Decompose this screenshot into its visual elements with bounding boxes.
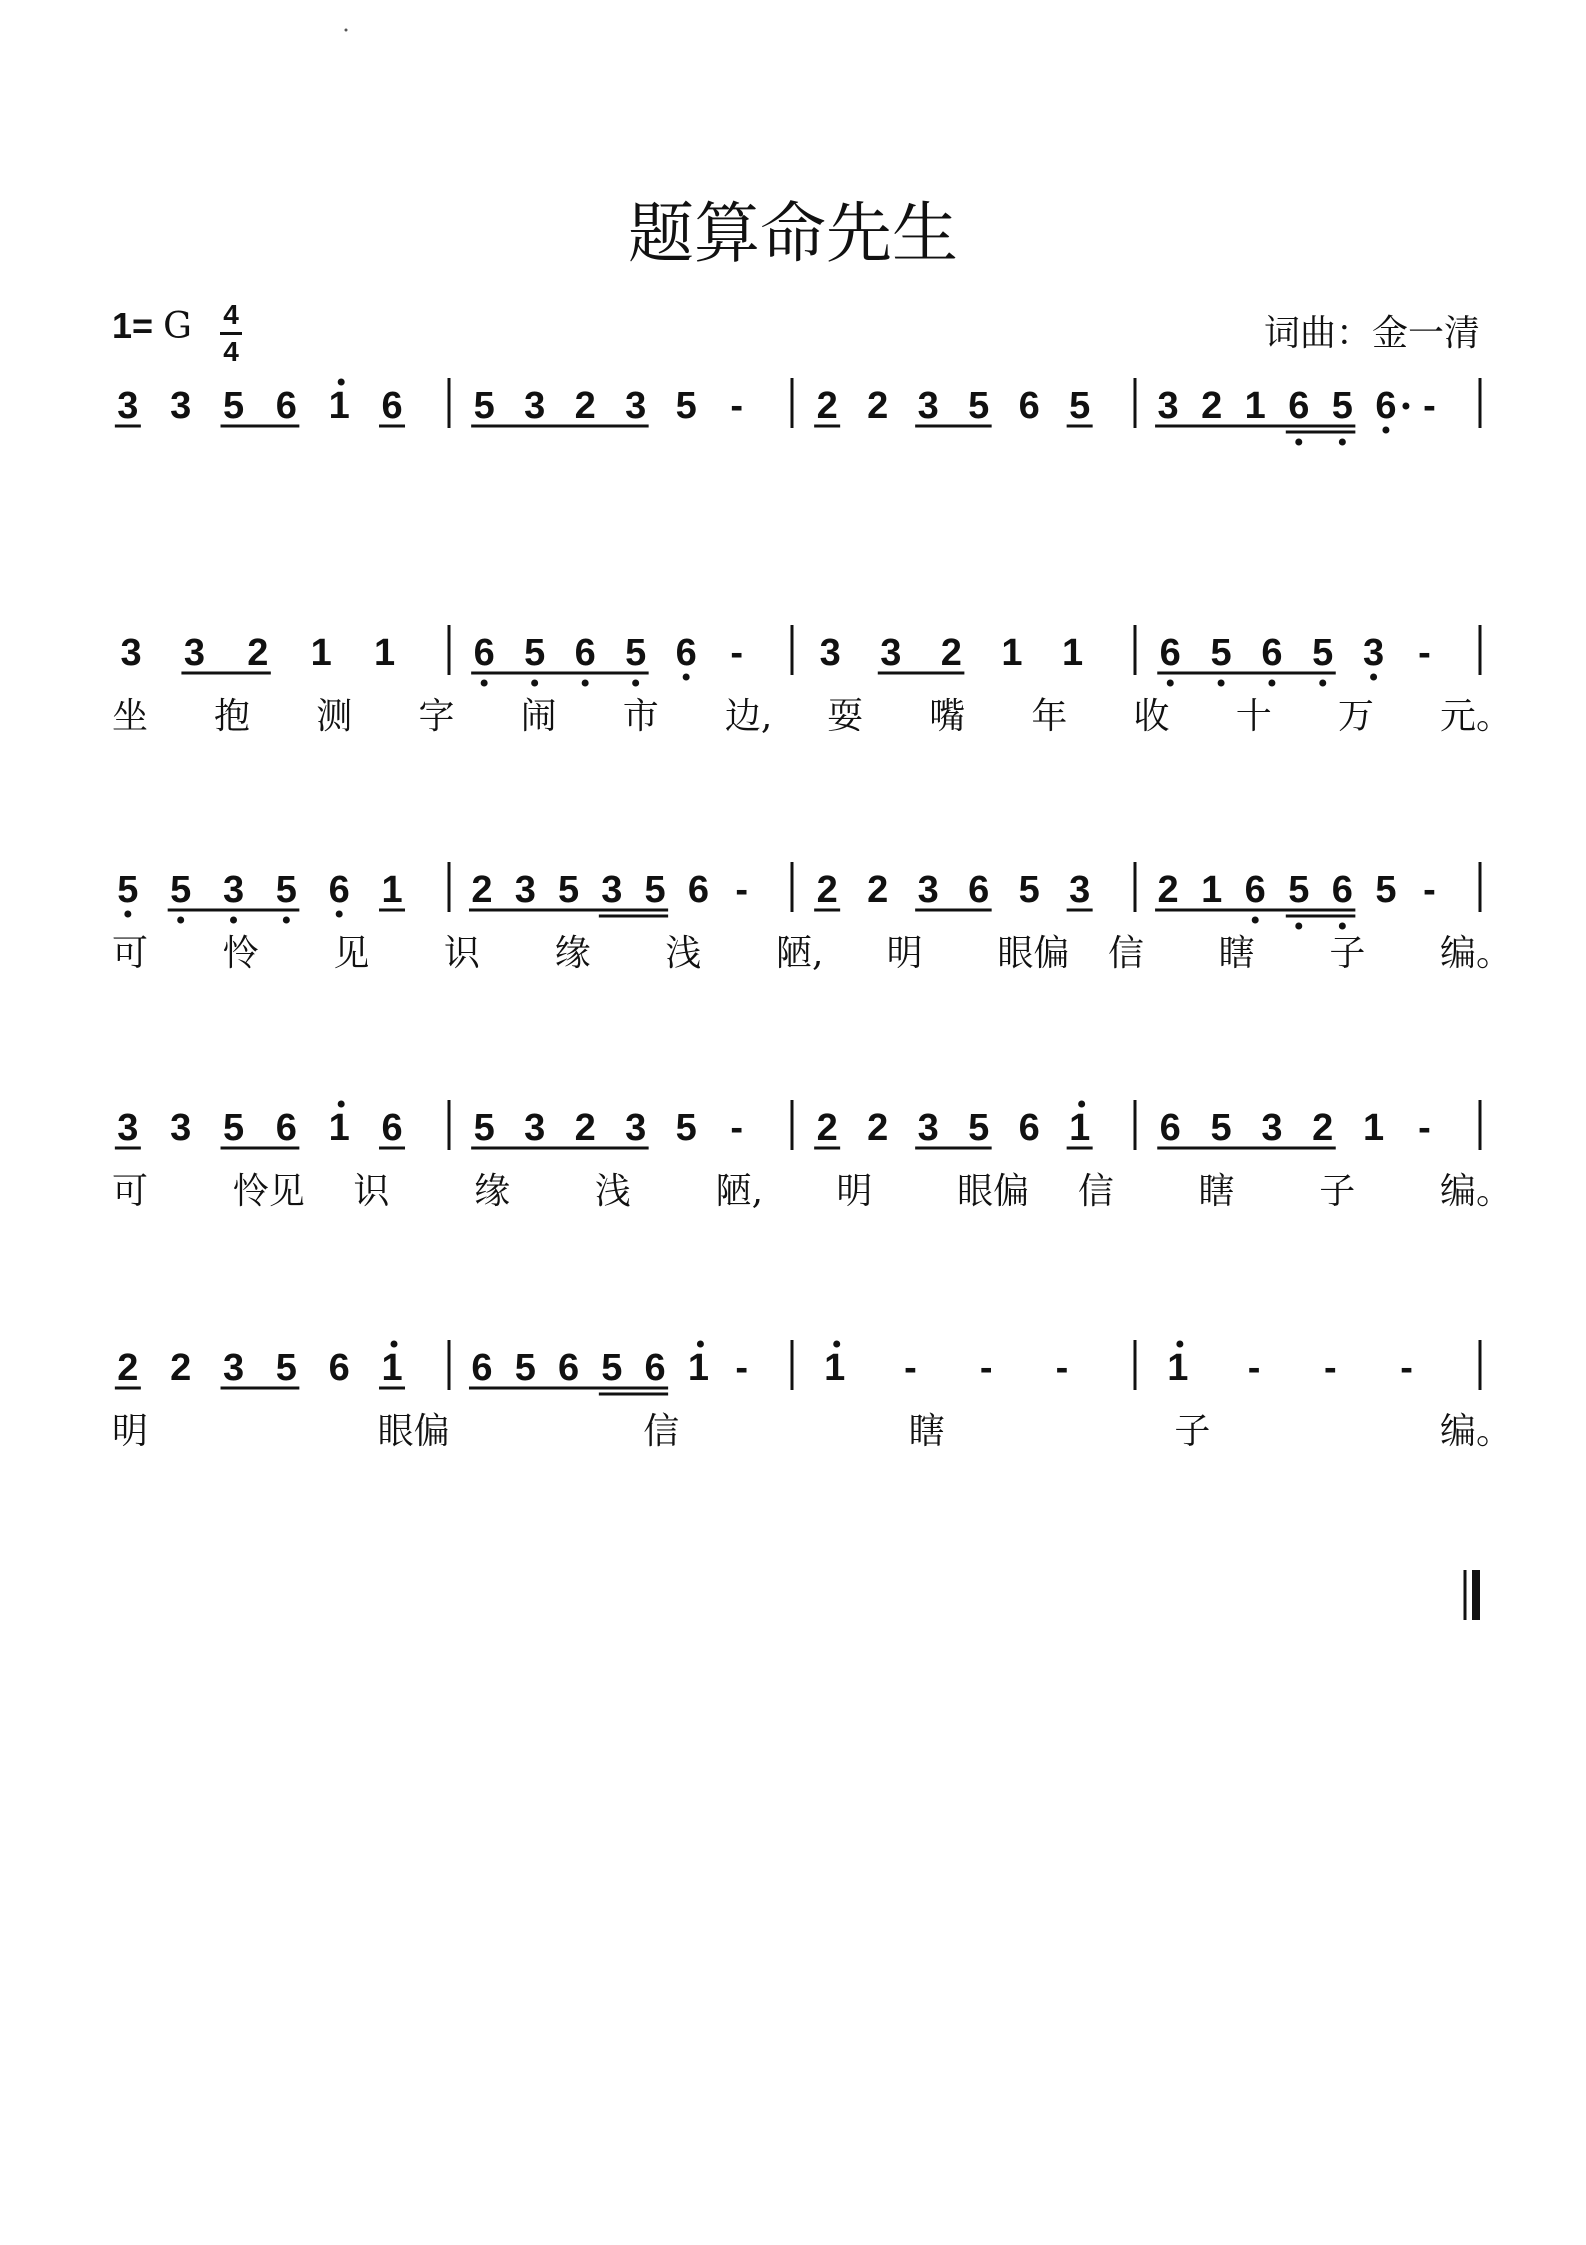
- note-digit: 3: [601, 869, 623, 911]
- time-signature-top: 4: [223, 299, 239, 330]
- note-digit: 5: [117, 869, 139, 911]
- octave-down-dot: [230, 917, 237, 924]
- sustain-dash: -: [1423, 869, 1436, 911]
- sustain-dash: -: [979, 1347, 993, 1389]
- note-digit: 1: [824, 1347, 846, 1389]
- note-digit: 3: [1261, 1107, 1283, 1149]
- note-digit: 6: [644, 1347, 666, 1389]
- lyric-word: 陋,: [715, 1171, 764, 1212]
- octave-up-dot: [1078, 1101, 1085, 1108]
- note-digit: 1: [381, 869, 403, 911]
- augmentation-dot: [1402, 403, 1409, 410]
- octave-up-dot: [338, 379, 345, 386]
- lyric-word: 可: [112, 933, 149, 974]
- lyric-word: 万: [1337, 696, 1374, 737]
- note-digit: 3: [880, 632, 902, 674]
- lyric-word: 明: [112, 1411, 149, 1452]
- note-digit: 2: [816, 385, 838, 427]
- sustain-dash: -: [735, 1347, 749, 1389]
- lyric-word: 怜: [222, 933, 259, 974]
- note-digit: 3: [183, 632, 205, 674]
- note-digit: 3: [514, 869, 536, 911]
- key-tonic: 1: [112, 305, 133, 346]
- octave-down-dot: [1370, 674, 1377, 681]
- note-digit: 6: [1018, 1107, 1040, 1149]
- lyric-word: 怜见: [232, 1171, 305, 1212]
- sustain-dash: -: [730, 385, 743, 427]
- note-digit: 6: [1159, 1107, 1181, 1149]
- sustain-dash: -: [1418, 632, 1431, 674]
- lyric-word: 边,: [724, 696, 773, 737]
- note-digit: 1: [381, 1347, 403, 1389]
- note-digit: 2: [1312, 1107, 1334, 1149]
- octave-up-dot: [833, 1341, 840, 1348]
- note-digit: 6: [471, 1347, 493, 1389]
- note-digit: 5: [601, 1347, 623, 1389]
- lyric-word: 测: [316, 696, 353, 737]
- note-digit: 2: [1201, 385, 1223, 427]
- note-digit: 1: [1201, 869, 1223, 911]
- note-digit: 3: [222, 1347, 245, 1389]
- lyric-word: 年: [1031, 696, 1068, 737]
- note-digit: 5: [1331, 385, 1353, 427]
- note-digit: 5: [1210, 632, 1232, 674]
- note-digit: 5: [1018, 869, 1040, 911]
- lyric-word: 字: [418, 696, 455, 737]
- note-digit: 5: [275, 869, 297, 911]
- note-digit: 1: [1001, 632, 1023, 674]
- note-digit: 1: [310, 632, 332, 674]
- note-digit: 5: [675, 1107, 697, 1149]
- octave-down-dot: [531, 680, 538, 687]
- note-digit: 5: [1375, 869, 1397, 911]
- credits: 词曲：金一清: [1263, 313, 1480, 354]
- lyric-word: 收: [1133, 696, 1170, 737]
- octave-down-dot: [1167, 680, 1174, 687]
- octave-down-dot: [1252, 917, 1259, 924]
- octave-up-dot: [391, 1341, 398, 1348]
- lyric-word: 信: [1077, 1171, 1114, 1212]
- key-note: G: [163, 306, 192, 347]
- note-digit: 6: [557, 1347, 580, 1389]
- note-digit: 6: [1288, 385, 1310, 427]
- note-digit: 3: [625, 1107, 647, 1149]
- note-digit: 3: [170, 1107, 192, 1149]
- note-digit: 2: [1157, 869, 1179, 911]
- note-digit: 3: [117, 385, 139, 427]
- lyric-word: 编。: [1440, 1411, 1513, 1452]
- lyric-word: 信: [1108, 933, 1145, 974]
- note-digit: 2: [170, 1347, 192, 1389]
- page-speck: [345, 29, 348, 32]
- note-digit: 3: [524, 1107, 546, 1149]
- song-title: 题算命先生: [628, 195, 958, 272]
- sustain-dash: -: [730, 632, 743, 674]
- note-digit: 2: [867, 869, 889, 911]
- octave-down-dot: [1339, 923, 1346, 930]
- note-digit: 5: [644, 869, 666, 911]
- note-digit: 2: [247, 632, 269, 674]
- lyric-word: 子: [1329, 933, 1366, 974]
- lyric-word: 眼偏: [997, 933, 1070, 974]
- note-digit: 3: [222, 869, 245, 911]
- lyric-word: 浅: [594, 1171, 631, 1212]
- note-digit: 1: [1244, 385, 1266, 427]
- sustain-dash: -: [904, 1347, 917, 1389]
- note-digit: 6: [574, 632, 596, 674]
- note-digit: 5: [222, 1107, 245, 1149]
- time-signature-bottom: 4: [223, 336, 239, 367]
- note-digit: 5: [1210, 1107, 1232, 1149]
- lyric-word: 编。: [1440, 933, 1513, 974]
- note-digit: 5: [557, 869, 580, 911]
- note-digit: 3: [917, 1107, 939, 1149]
- lyric-word: 元。: [1440, 696, 1513, 737]
- note-digit: 5: [222, 385, 245, 427]
- lyric-word: 明: [836, 1171, 873, 1212]
- note-digit: 5: [275, 1347, 297, 1389]
- note-digit: 1: [1069, 1107, 1091, 1149]
- lyric-word: 见: [333, 933, 370, 974]
- octave-up-dot: [338, 1101, 345, 1108]
- note-digit: 6: [1331, 869, 1353, 911]
- note-digit: 3: [1157, 385, 1179, 427]
- note-digit: 5: [524, 632, 546, 674]
- octave-down-dot: [1382, 427, 1389, 434]
- note-digit: 6: [968, 869, 990, 911]
- note-digit: 6: [381, 1107, 403, 1149]
- note-digit: 2: [867, 1107, 889, 1149]
- sustain-dash: -: [1400, 1347, 1413, 1389]
- note-digit: 6: [1018, 385, 1040, 427]
- octave-down-dot: [1319, 680, 1326, 687]
- lyric-word: 缘: [554, 933, 591, 974]
- note-digit: 2: [471, 869, 493, 911]
- lyric-word: 嘴: [929, 696, 966, 737]
- note-digit: 1: [1062, 632, 1084, 674]
- lyric-word: 眼偏: [957, 1171, 1030, 1212]
- lyric-word: 瞎: [1198, 1171, 1235, 1212]
- octave-down-dot: [632, 680, 639, 687]
- octave-down-dot: [683, 674, 690, 681]
- note-digit: 2: [816, 869, 838, 911]
- note-digit: 3: [120, 632, 142, 674]
- sustain-dash: -: [1418, 1107, 1431, 1149]
- note-digit: 3: [819, 632, 841, 674]
- note-digit: 3: [1363, 632, 1385, 674]
- note-digit: 6: [473, 632, 495, 674]
- octave-down-dot: [481, 680, 488, 687]
- octave-up-dot: [697, 1341, 704, 1348]
- lyric-word: 陋,: [776, 933, 824, 974]
- note-digit: 6: [275, 385, 297, 427]
- note-digit: 1: [374, 632, 396, 674]
- lyric-word: 编。: [1440, 1171, 1513, 1212]
- note-digit: 2: [940, 632, 962, 674]
- lyric-word: 可: [112, 1171, 149, 1212]
- note-digit: 5: [170, 869, 192, 911]
- lyric-word: 瞎: [1218, 933, 1255, 974]
- lyric-word: 浅: [665, 933, 702, 974]
- lyric-word: 识: [353, 1171, 390, 1212]
- note-digit: 6: [275, 1107, 297, 1149]
- note-digit: 5: [625, 632, 647, 674]
- note-digit: 3: [117, 1107, 139, 1149]
- lyric-word: 缘: [474, 1171, 511, 1212]
- octave-down-dot: [1295, 923, 1302, 930]
- octave-down-dot: [177, 917, 184, 924]
- note-digit: 6: [1244, 869, 1266, 911]
- note-digit: 2: [867, 385, 889, 427]
- octave-down-dot: [582, 680, 589, 687]
- note-digit: 6: [1159, 632, 1181, 674]
- note-digit: 3: [170, 385, 192, 427]
- note-digit: 3: [917, 869, 939, 911]
- sustain-dash: -: [1055, 1347, 1069, 1389]
- lyric-word: 瞎: [908, 1411, 945, 1452]
- note-digit: 1: [328, 385, 350, 427]
- sustain-dash: -: [735, 869, 749, 911]
- note-digit: 1: [328, 1107, 350, 1149]
- note-digit: 2: [574, 1107, 596, 1149]
- octave-down-dot: [124, 911, 131, 918]
- lyric-word: 识: [444, 933, 481, 974]
- lyric-word: 子: [1174, 1411, 1211, 1452]
- note-digit: 6: [328, 1347, 350, 1389]
- note-digit: 5: [473, 385, 495, 427]
- note-digit: 2: [574, 385, 596, 427]
- note-digit: 3: [1069, 869, 1091, 911]
- lyric-word: 信: [643, 1411, 680, 1452]
- lyric-word: 坐: [112, 696, 149, 737]
- note-digit: 1: [1167, 1347, 1189, 1389]
- note-digit: 5: [968, 1107, 990, 1149]
- lyric-word: 明: [886, 933, 923, 974]
- note-digit: 6: [675, 632, 697, 674]
- note-digit: 3: [917, 385, 939, 427]
- octave-down-dot: [336, 911, 343, 918]
- lyric-word: 抱: [214, 696, 251, 737]
- sustain-dash: -: [1247, 1347, 1261, 1389]
- note-digit: 2: [117, 1347, 139, 1389]
- octave-down-dot: [1268, 680, 1275, 687]
- octave-down-dot: [1218, 680, 1225, 687]
- note-digit: 6: [1261, 632, 1283, 674]
- octave-down-dot: [1339, 439, 1346, 446]
- note-digit: 5: [675, 385, 697, 427]
- octave-down-dot: [283, 917, 290, 924]
- key-equals: =: [132, 305, 154, 346]
- lyric-word: 眼偏: [377, 1411, 450, 1452]
- note-digit: 2: [816, 1107, 838, 1149]
- note-digit: 6: [328, 869, 350, 911]
- note-digit: 5: [514, 1347, 536, 1389]
- sustain-dash: -: [1324, 1347, 1337, 1389]
- lyric-word: 耍: [827, 696, 864, 737]
- lyric-word: 子: [1319, 1171, 1356, 1212]
- note-digit: 5: [1069, 385, 1091, 427]
- note-digit: 3: [524, 385, 546, 427]
- sustain-dash: -: [1423, 385, 1436, 427]
- lyric-word: 闹: [520, 696, 557, 737]
- octave-up-dot: [1176, 1341, 1183, 1348]
- note-digit: 5: [473, 1107, 495, 1149]
- note-digit: 6: [687, 869, 709, 911]
- note-digit: 3: [625, 385, 647, 427]
- octave-down-dot: [1295, 439, 1302, 446]
- note-digit: 5: [968, 385, 990, 427]
- note-digit: 5: [1312, 632, 1334, 674]
- note-digit: 1: [1363, 1107, 1385, 1149]
- lyric-word: 市: [622, 696, 659, 737]
- sustain-dash: -: [730, 1107, 743, 1149]
- lyric-word: 十: [1235, 696, 1272, 737]
- note-digit: 5: [1288, 869, 1310, 911]
- note-digit: 1: [687, 1347, 709, 1389]
- note-digit: 6: [381, 385, 403, 427]
- note-digit: 6: [1375, 385, 1397, 427]
